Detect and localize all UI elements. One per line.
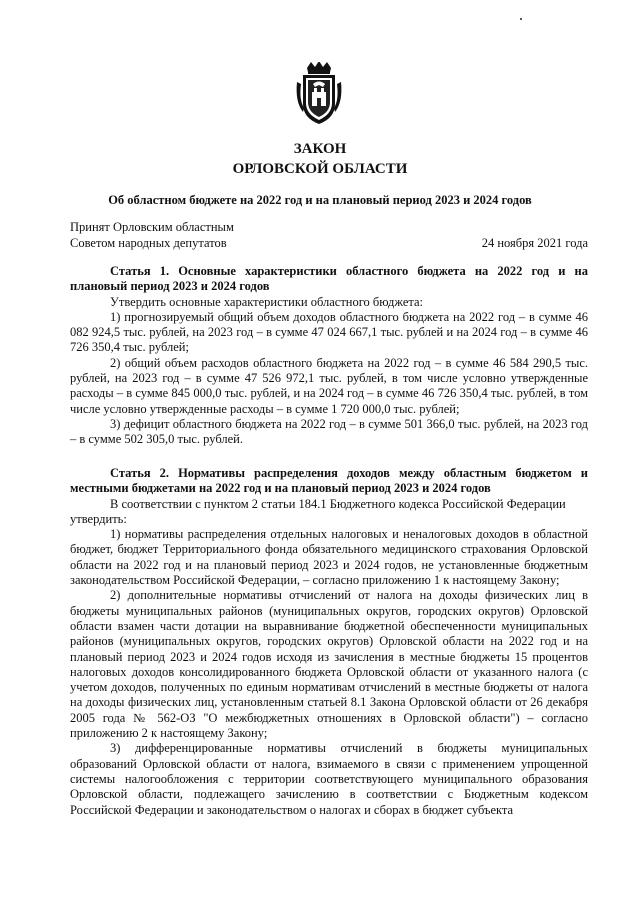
- article-1: [70, 264, 588, 448]
- document-type-title: ЗАКОН: [293, 141, 347, 157]
- adoption-line-1: Принят Орловским областным: [70, 220, 234, 234]
- adoption-block: [70, 219, 234, 251]
- region-title: ОРЛОВСКОЙ ОБЛАСТИ: [232, 161, 408, 177]
- article-1-item-3: 3) дефицит областного бюджета на 2022 год – в сумме 501 366,0 тыс. рублей, на 2023 год – в сумме 502 305,0 тыс. рублей.: [70, 416, 588, 447]
- article-2-heading: Статья 2. Нормативы распределения доходов между областным бюджетом и местными бюджетами на 2022 год и на плановый период 2023 и 2024 годов: [70, 466, 588, 496]
- article-2-intro: [70, 497, 588, 512]
- adoption-date: 24 ноября 2021 года: [481, 236, 588, 250]
- article-2-item-2: 2) дополнительные нормативы отчислений от налога на доходы физических лиц в бюджеты муниципальных районов (муниципальных округов, городских округов) Орловской области взамен части дотации на выравнивание бюджетной обеспеченности муниципальных районов (муниципальных округов, городских округов) Орловской области на 2022 год и на плановый период 2023 и 2024 годов исходя из зачисления в местные бюджеты 15 процентов налоговых доходов консолидированного бюджета Орловской области от указанного налога (с учетом доходов, полученных по единым нормативам отчислений в местные бюджеты от налога на доходы физических лиц, установленным статьей 8.1 Закона Орловской области от 26 декабря 2005 года № 562-ОЗ "О межбюджетных отношениях в Орловской области") – согласно приложению 2 к настоящему Закону;: [70, 588, 588, 741]
- article-2: [70, 466, 588, 818]
- article-1-heading: Статья 1. Основные характеристики областного бюджета на 2022 год и на плановый период 2023 и 2024 годов: [70, 264, 588, 294]
- coat-of-arms-icon: [293, 62, 345, 126]
- article-2-intro-line-1: В соответствии с пунктом 2 статьи 184.1 Бюджетного кодекса Российской Федерации: [110, 496, 566, 511]
- article-1-item-2: 2) общий объем расходов областного бюджета на 2022 год – в сумме 46 584 290,5 тыс. рублей, на 2023 год – в сумме 47 526 972,1 тыс. рублей, в том числе условно утвержденные расходы – в сумме 845 000,0 тыс. рублей, и на 2024 год – в сумме 46 726 350,4 тыс. рублей, в том числе условно утвержденные расходы – в сумме 1 720 000,0 тыс. рублей;: [70, 355, 588, 416]
- article-2-item-1: 1) нормативы распределения отдельных налоговых и неналоговых доходов в областной бюджет, бюджет Территориального фонда обязательного медицинского страхования Орловской области на 2022 год и на плановый период 2023 и 2024 годов, не установленные бюджетным законодательством Российской Федерации, – согласно приложению 1 к настоящему Закону;: [70, 527, 588, 588]
- article-1-intro: Утвердить основные характеристики областного бюджета:: [110, 294, 424, 309]
- adoption-line-2: Советом народных депутатов: [70, 236, 227, 250]
- article-2-intro-continued: утвердить:: [70, 511, 127, 526]
- law-subtitle: Об областном бюджете на 2022 год и на плановый период 2023 и 2024 годов: [108, 193, 532, 207]
- scan-dot: [520, 18, 522, 20]
- article-2-item-3: 3) дифференцированные нормативы отчислений в бюджеты муниципальных образований Орловской области от налога, взимаемого в связи с применением упрощенной системы налогообложения с территории соответствующего муниципального образования Орловской области, подлежащего зачислению в соответствии с Бюджетным кодексом Российской Федерации и законодательством о налогах и сборах в бюджет субъекта: [70, 741, 588, 817]
- article-1-item-1: 1) прогнозируемый общий объем доходов областного бюджета на 2022 год – в сумме 46 082 924,5 тыс. рублей, на 2023 год – в сумме 47 024 667,1 тыс. рублей и на 2024 год – в сумме 46 726 350,4 тыс. рублей;: [70, 309, 588, 355]
